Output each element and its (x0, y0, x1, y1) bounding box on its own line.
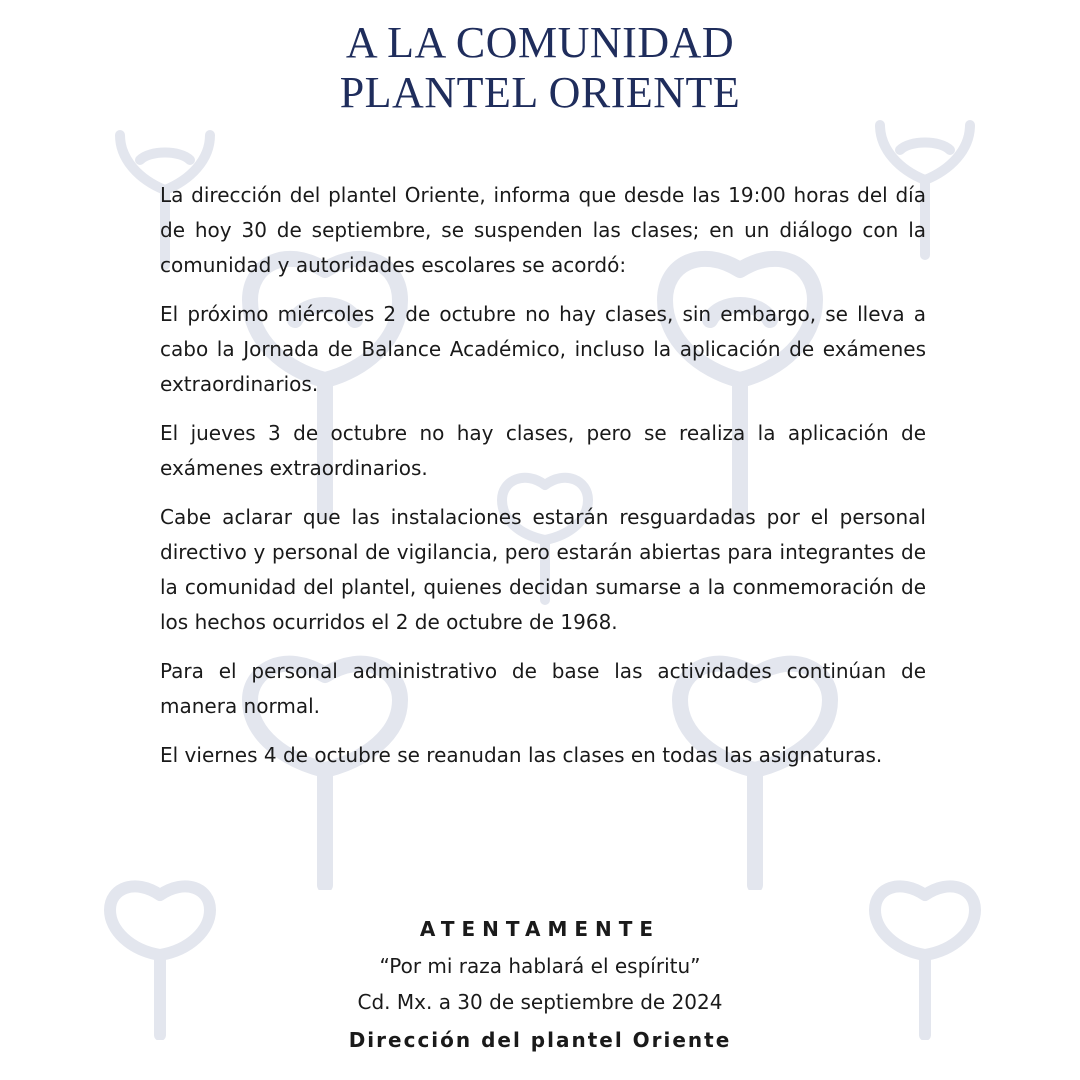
closing-salutation: ATENTAMENTE (419, 917, 661, 941)
paragraph-facilities: Cabe aclarar que las instalaciones estarán resguardadas por el personal directivo y personal de vigilancia, pero estarán abiertas para integrantes de la comunidad del plantel, quienes decidan sumarse a la conmemoración de los hechos ocurridos el 2 de octubre de 1968. (160, 505, 926, 634)
paragraph-friday: El viernes 4 de octubre se reanudan las clases en todas las asignaturas. (160, 743, 883, 767)
signature-block (0, 910, 1080, 1060)
title-line-2: PLANTEL ORIENTE (339, 68, 741, 117)
signature: Dirección del plantel Oriente (348, 1028, 732, 1052)
place-date: Cd. Mx. a 30 de septiembre de 2024 (357, 990, 723, 1014)
paragraph-wednesday: El próximo miércoles 2 de octubre no hay clases, sin embargo, se lleva a cabo la Jornada de Balance Académico, incluso la aplicación de exámenes extraordinarios. (160, 302, 926, 396)
title-line-1: A LA COMUNIDAD (345, 18, 735, 67)
paragraph-thursday: El jueves 3 de octubre no hay clases, pero se realiza la aplicación de exámenes extraordinarios. (160, 421, 926, 480)
page-title (0, 18, 1080, 118)
announcement-body (160, 178, 926, 787)
paragraph-admin-staff: Para el personal administrativo de base las actividades continúan de manera normal. (160, 659, 926, 718)
paragraph-suspension: La dirección del plantel Oriente, informa que desde las 19:00 horas del día de hoy 30 de septiembre, se suspenden las clases; en un diálogo con la comunidad y autoridades escolares se acordó: (160, 183, 926, 277)
motto: “Por mi raza hablará el espíritu” (379, 954, 701, 978)
